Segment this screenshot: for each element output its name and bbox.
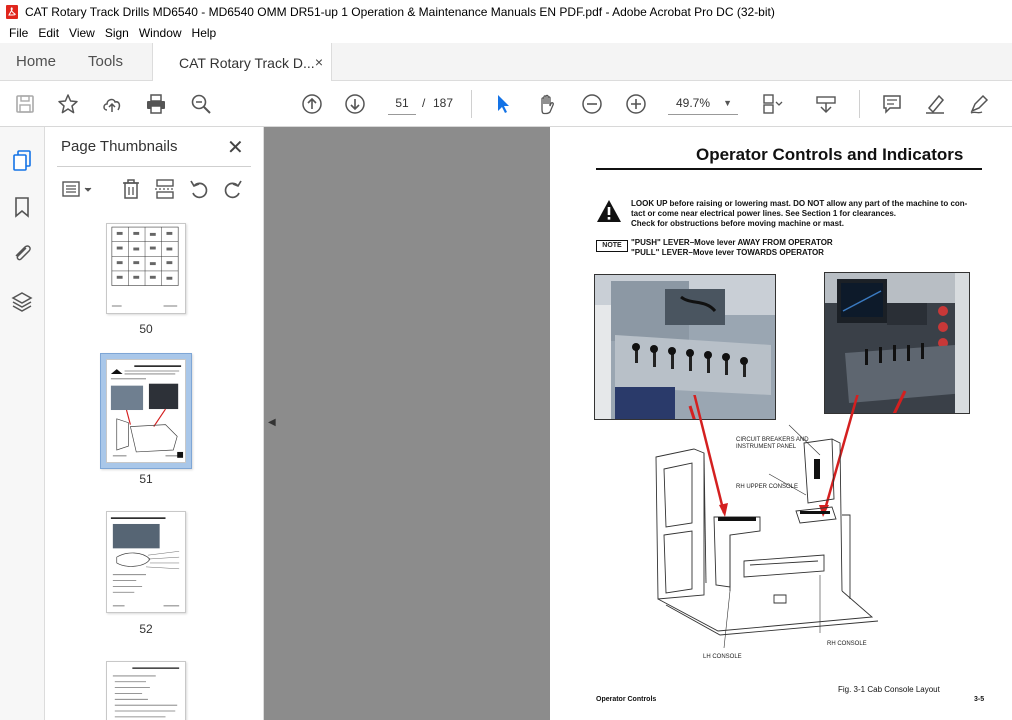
- menu-window[interactable]: Window: [138, 26, 182, 40]
- scroll-mode-icon[interactable]: [813, 91, 839, 117]
- page-separator: /: [422, 96, 426, 110]
- chevron-down-icon: ▼: [723, 98, 732, 108]
- window-title: CAT Rotary Track Drills MD6540 - MD6540 OMM DR51-up 1 Operation & Maintenance Manuals EN PDF.pdf - Adobe Acrobat Pro DC (32-bit): [25, 4, 775, 19]
- warning-line: Check for obstructions before moving machine or mast.: [631, 219, 844, 228]
- figure-caption: Fig. 3-1 Cab Console Layout: [838, 685, 940, 694]
- print-icon[interactable]: [143, 91, 169, 117]
- note-line: "PUSH" LEVER–Move lever AWAY FROM OPERATOR: [631, 238, 833, 247]
- cab-console-diagram: [646, 395, 916, 657]
- zoom-value: 49.7%: [676, 96, 711, 110]
- menu-view[interactable]: View: [69, 26, 95, 40]
- pdf-page: [550, 127, 1012, 720]
- acrobat-pdf-icon: [5, 5, 19, 19]
- collapse-panel-icon[interactable]: ◀: [268, 417, 276, 428]
- close-tab-icon[interactable]: ×: [314, 54, 323, 70]
- thumbnail-page-image: [106, 359, 186, 463]
- page-thumbnails-panel: [45, 127, 264, 720]
- page-thumbnails-icon[interactable]: [10, 148, 34, 172]
- panel-title: Page Thumbnails: [61, 138, 178, 155]
- page-total: 187: [433, 96, 454, 110]
- minus-circle-icon[interactable]: [579, 91, 605, 117]
- toolbar-divider: [471, 90, 472, 118]
- diagram-label: INSTRUMENT PANEL: [736, 444, 797, 450]
- diagram-label: RH UPPER CONSOLE: [736, 484, 799, 490]
- warning-icon: [596, 199, 622, 223]
- tab-bar: [0, 43, 1012, 81]
- upload-cloud-icon[interactable]: [99, 91, 125, 117]
- page-number-input[interactable]: 51: [388, 91, 416, 115]
- diagram-label: RH CONSOLE: [827, 641, 867, 647]
- menu-edit[interactable]: Edit: [38, 26, 60, 40]
- plus-circle-icon[interactable]: [623, 91, 649, 117]
- attachments-icon[interactable]: [10, 241, 34, 265]
- page-footer-section: Operator Controls: [596, 696, 657, 703]
- thumbnail-options-icon[interactable]: [61, 177, 95, 201]
- comment-icon[interactable]: [879, 91, 905, 117]
- warning-line: tact or come near electrical power lines. See Section 1 for clearances.: [631, 209, 897, 218]
- page-footer-number: 3-5: [974, 696, 985, 703]
- menu-bar: [0, 23, 1012, 43]
- page-display-icon[interactable]: [759, 91, 785, 117]
- pen-sign-icon[interactable]: [966, 91, 992, 117]
- thumbnail-label: 52: [139, 622, 153, 636]
- thumbnail-list: [45, 215, 245, 720]
- menu-file[interactable]: File: [9, 26, 29, 40]
- save-icon[interactable]: [12, 91, 38, 117]
- cursor-arrow-icon[interactable]: [490, 91, 516, 117]
- thumbnail-label: 50: [139, 322, 153, 336]
- tab-document[interactable]: [152, 43, 332, 82]
- rh-console-photo: [824, 272, 970, 414]
- main-toolbar: [0, 81, 1012, 127]
- close-panel-icon[interactable]: ✕: [227, 137, 244, 159]
- note-badge: NOTE: [596, 240, 628, 252]
- bookmarks-icon[interactable]: [10, 195, 34, 219]
- note-text: [631, 238, 931, 258]
- left-navigation-rail: [0, 127, 45, 720]
- tab-tools[interactable]: Tools: [88, 53, 124, 70]
- rotate-counterclockwise-icon[interactable]: [187, 177, 211, 201]
- title-bar: [0, 0, 1012, 23]
- diagram-label: CIRCUIT BREAKERS AND: [736, 437, 809, 443]
- document-tab-label: CAT Rotary Track D...: [179, 54, 315, 71]
- delete-page-icon[interactable]: [119, 177, 143, 201]
- hand-icon[interactable]: [534, 91, 560, 117]
- note-line: "PULL" LEVER–Move lever TOWARDS OPERATOR: [631, 248, 824, 257]
- diagram-label: LH CONSOLE: [703, 654, 742, 660]
- thumbnail-label: 51: [139, 472, 153, 486]
- thumbnail-toolbar: [45, 173, 264, 205]
- document-viewport[interactable]: [264, 127, 1012, 720]
- menu-help[interactable]: Help: [191, 26, 217, 40]
- extract-page-icon[interactable]: [153, 177, 177, 201]
- thumbnail-page[interactable]: [106, 223, 186, 314]
- page-heading: Operator Controls and Indicators: [696, 145, 964, 164]
- arrow-up-circle-icon[interactable]: [299, 91, 325, 117]
- arrow-down-circle-icon[interactable]: [342, 91, 368, 117]
- toolbar-divider: [859, 90, 860, 118]
- tab-home[interactable]: Home: [16, 53, 57, 70]
- panel-divider: [57, 166, 251, 167]
- layers-icon[interactable]: [10, 290, 34, 314]
- search-zoom-icon[interactable]: [188, 91, 214, 117]
- highlighter-icon[interactable]: [922, 91, 948, 117]
- rotate-clockwise-icon[interactable]: [221, 177, 245, 201]
- warning-text: [631, 199, 986, 229]
- heading-rule: [596, 168, 982, 170]
- warning-line: LOOK UP before raising or lowering mast. DO NOT allow any part of the machine to con-: [631, 199, 968, 208]
- star-icon[interactable]: [55, 91, 81, 117]
- thumbnail-page-selected[interactable]: [100, 353, 192, 469]
- thumbnail-page[interactable]: [106, 661, 186, 720]
- menu-sign[interactable]: Sign: [104, 26, 129, 40]
- thumbnail-page[interactable]: [106, 511, 186, 613]
- zoom-select[interactable]: [668, 91, 738, 115]
